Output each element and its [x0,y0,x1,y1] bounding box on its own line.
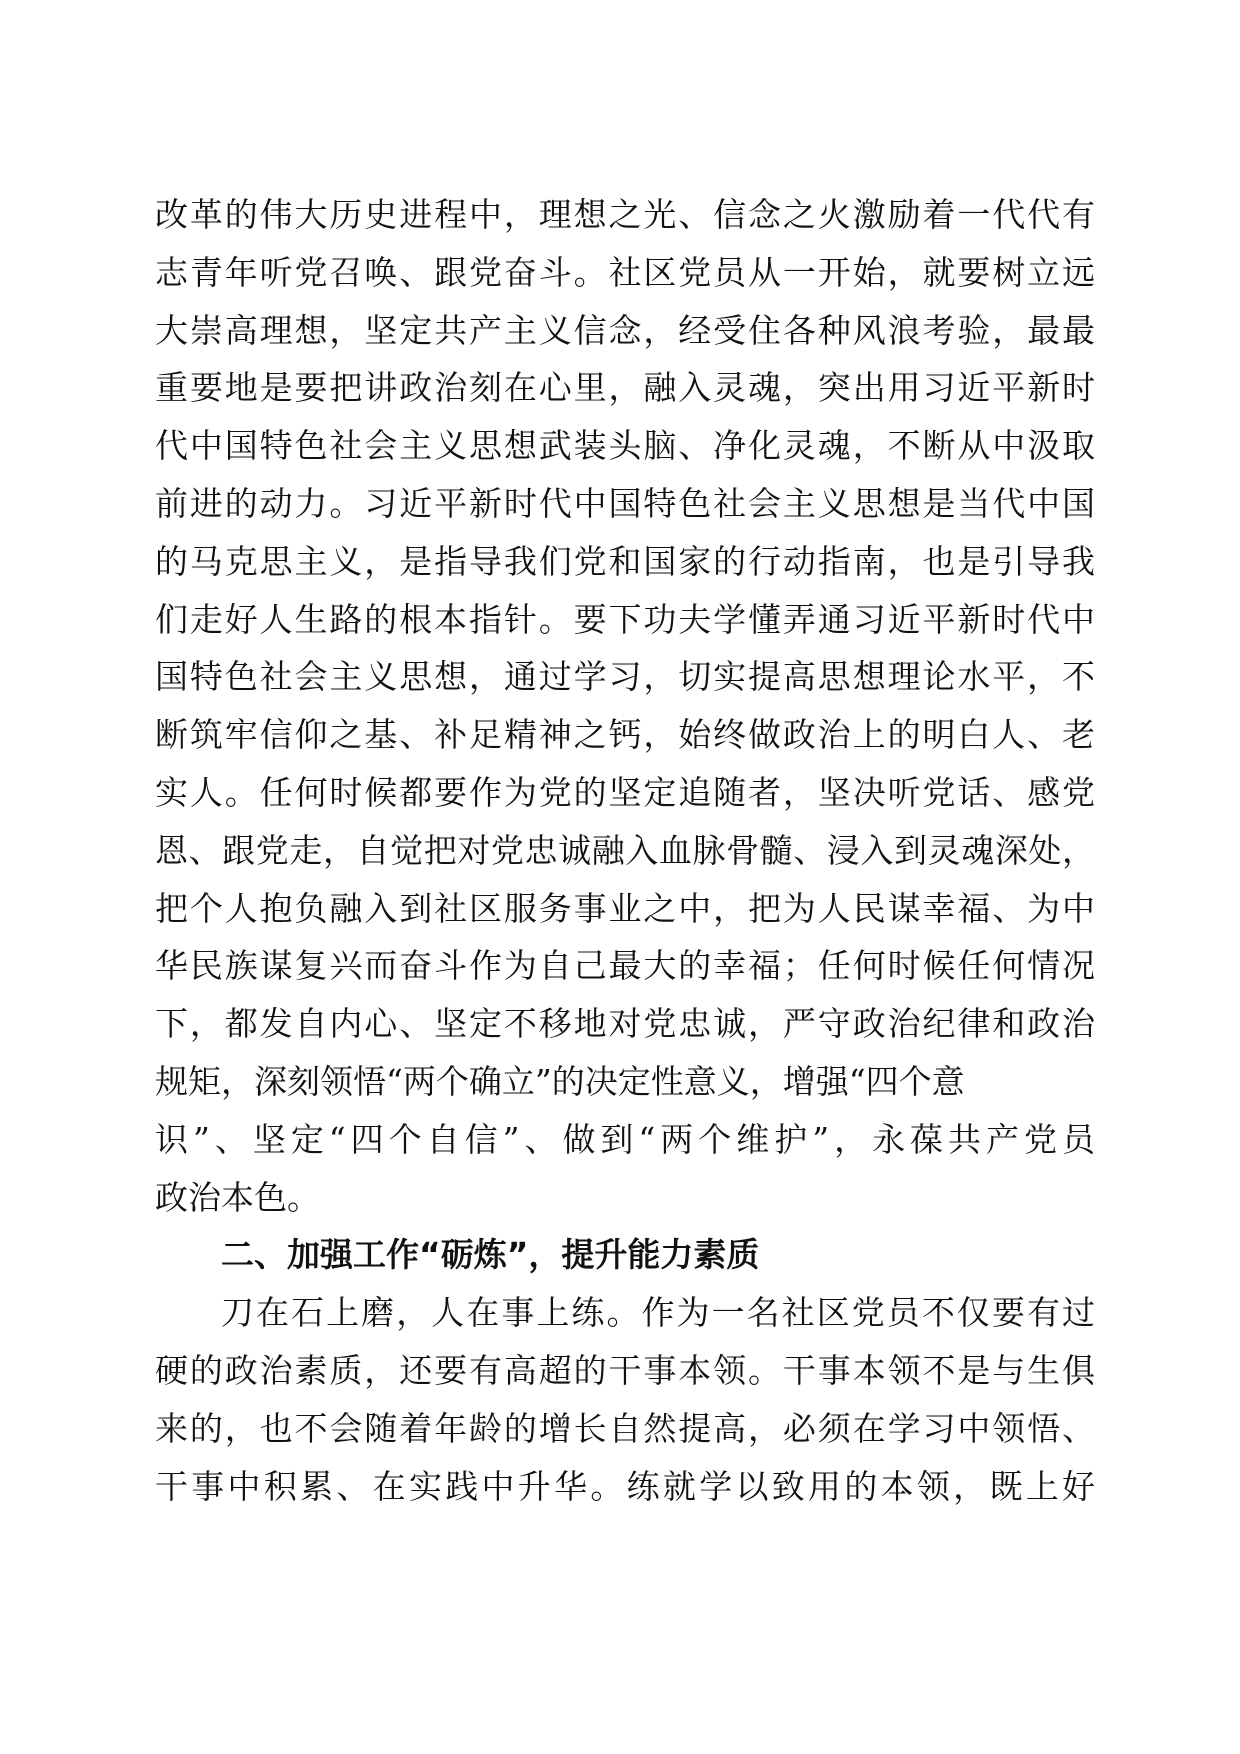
text-line: 国特色社会主义思想，通过学习，切实提高思想理论水平，不 [155,657,1095,697]
text-line: 重要地是要把讲政治刻在心里，融入灵魂，突出用习近平新时 [155,368,1095,408]
text-line: 前进的动力。习近平新时代中国特色社会主义思想是当代中国 [155,483,1095,523]
text-line: 干事中积累、在实践中升华。练就学以致用的本领，既上好 [155,1466,1095,1506]
document-body [155,186,1095,1515]
text-line: 华民族谋复兴而奋斗作为自己最大的幸福；任何时候任何情况 [155,946,1095,986]
text-line: 来的，也不会随着年龄的增长自然提高，必须在学习中领悟、 [155,1408,1095,1448]
text-line: 硬的政治素质，还要有高超的干事本领。干事本领不是与生俱 [155,1350,1095,1390]
text-line: 刀在石上磨，人在事上练。作为一名社区党员不仅要有过 [221,1293,1095,1333]
text-line: 把个人抱负融入到社区服务事业之中，把为人民谋幸福、为中 [155,888,1095,928]
text-line: 实人。任何时候都要作为党的坚定追随者，坚决听党话、感党 [155,772,1095,812]
text-line: 改革的伟大历史进程中，理想之光、信念之火激励着一代代有 [155,195,1095,234]
text-line: 们走好人生路的根本指针。要下功夫学懂弄通习近平新时代中 [155,599,1095,639]
paragraph-2 [155,1284,1095,1515]
text-line: 政治本色。 [155,1177,320,1217]
text-line: 识”、坚定“四个自信”、做到“两个维护”，永葆共产党员 [155,1119,1095,1159]
text-line: 的马克思主义，是指导我们党和国家的行动指南，也是引导我 [155,541,1095,581]
text-line: 恩、跟党走，自觉把对党忠诚融入血脉骨髓、浸入到灵魂深处， [155,830,1095,870]
text-line: 下，都发自内心、坚定不移地对党忠诚，严守政治纪律和政治 [155,1004,1095,1044]
text-line: 断筑牢信仰之基、补足精神之钙，始终做政治上的明白人、老 [155,715,1095,755]
text-line: 规矩，深刻领悟“两个确立”的决定性意义，增强“四个意 [155,1061,965,1101]
section-heading: 二、加强工作“砺炼”，提升能力素质 [221,1235,760,1275]
text-line: 代中国特色社会主义思想武装头脑、净化灵魂，不断从中汲取 [155,426,1095,466]
paragraph-1 [155,186,1095,1226]
text-line: 志青年听党召唤、跟党奋斗。社区党员从一开始，就要树立远 [155,252,1095,292]
text-line: 大崇高理想，坚定共产主义信念，经受住各种风浪考验，最最 [155,310,1095,350]
